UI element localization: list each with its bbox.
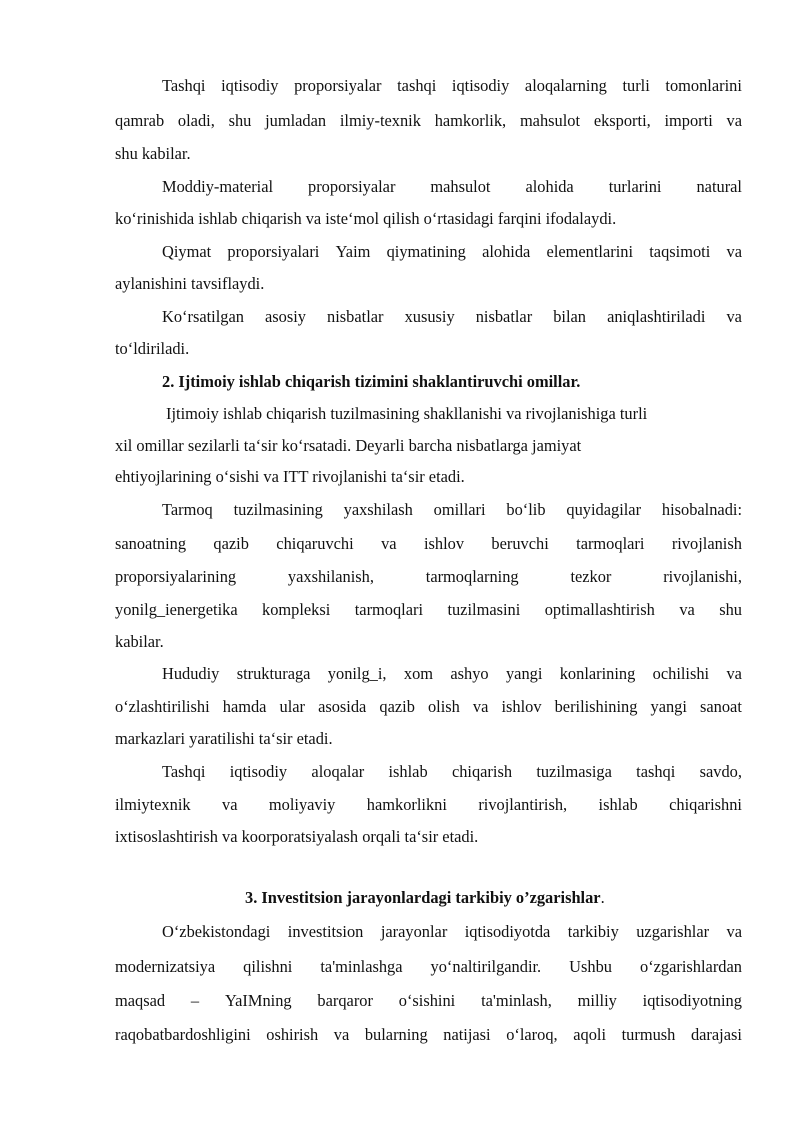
word: darajasi [690, 1025, 742, 1044]
word: Qiymat [162, 242, 212, 261]
word: va [679, 600, 695, 619]
text-line [115, 795, 742, 815]
word: va [726, 664, 742, 683]
word: rivojlantirish, [478, 795, 568, 814]
word: ishlab [388, 762, 428, 781]
word: – [190, 991, 200, 1010]
word: natural [696, 177, 742, 196]
text-line: ko‘rinishida ishlab chiqarish va iste‘mol qilish o‘rtasidagi farqini ifodalaydi. [115, 209, 617, 228]
word: bo‘lib [506, 500, 546, 519]
word: alohida [482, 242, 531, 261]
word: hisobalnadi: [661, 500, 742, 519]
word: asosiy [265, 307, 306, 326]
word: qiymatining [386, 242, 466, 261]
word: moliyaviy [268, 795, 336, 814]
text-line [162, 500, 742, 520]
word: nisbatlar [327, 307, 384, 326]
word: yangi [650, 697, 687, 716]
word: importi [664, 111, 713, 130]
word: yaxshilanish, [287, 567, 374, 586]
text-line: Ijtimoiy ishlab chiqarish tuzilmasining shakllanishi va rivojlanishiga turli [166, 404, 648, 423]
word: tashqi [397, 76, 437, 95]
word: aqoli [573, 1025, 607, 1044]
text-line [115, 534, 742, 554]
word: strukturaga [236, 664, 311, 683]
word: jarayonlar [380, 922, 448, 941]
section-heading: 2. Ijtimoiy ishlab chiqarish tizimini shaklantiruvchi omillar. [162, 372, 581, 391]
word: rivojlanish [671, 534, 742, 553]
word: sanoat [700, 697, 742, 716]
text-line: kabilar. [115, 632, 164, 651]
word: o‘zlashtirilishi [115, 697, 210, 716]
word: yo‘naltirilgandir. [430, 957, 542, 976]
word: ashyo [450, 664, 489, 683]
word: tarmoqlarning [425, 567, 519, 586]
text-line [162, 76, 742, 96]
word: oshirish [266, 1025, 319, 1044]
word: tomonlarini [665, 76, 742, 95]
word: proporsiyalari [227, 242, 320, 261]
word: turlarini [608, 177, 662, 196]
word: elementlarini [546, 242, 634, 261]
word: chiqarishni [669, 795, 742, 814]
word: iqtisodiy [229, 762, 288, 781]
word: Hududiy [162, 664, 220, 683]
word: ishlov [501, 697, 542, 716]
word: eksporti, [593, 111, 651, 130]
text-line [162, 762, 742, 782]
word: va [333, 1025, 350, 1044]
word: bilan [553, 307, 587, 326]
word: nisbatlar [475, 307, 533, 326]
word: hamkorlikni [366, 795, 447, 814]
word: yonilg_i, [327, 664, 387, 683]
text-line [162, 922, 742, 942]
word: iqtisodiy [221, 76, 279, 95]
word: qilishni [243, 957, 293, 976]
text-line [162, 177, 742, 197]
word: va [726, 307, 742, 326]
word: barqaror [317, 991, 373, 1010]
text-line: shu kabilar. [115, 144, 191, 163]
word: omillari [433, 500, 486, 519]
word: tashqi [636, 762, 676, 781]
text-line [115, 957, 742, 977]
word: turli [622, 76, 650, 95]
text-line [162, 664, 742, 684]
word: oladi, [177, 111, 215, 130]
word: o‘sishini [398, 991, 456, 1010]
text-line: markazlari yaratilishi ta‘sir etadi. [115, 729, 333, 748]
word: uzgarishlar [636, 922, 710, 941]
word: chiqarish [451, 762, 513, 781]
text-line: ehtiyojlarining o‘sishi va ITT rivojlanishi ta‘sir etadi. [115, 467, 465, 486]
word: hamkorlik, [434, 111, 507, 130]
text-line [162, 307, 742, 327]
word: ochilishi [652, 664, 710, 683]
word: iqtisodiyotda [464, 922, 551, 941]
word: shu [719, 600, 742, 619]
word: aniqlashtiriladi [607, 307, 706, 326]
word: va [472, 697, 489, 716]
word: tarmoqlari [354, 600, 424, 619]
word: savdo, [699, 762, 742, 781]
word: modernizatsiya [115, 957, 216, 976]
word: ishlab [598, 795, 638, 814]
text-line [115, 600, 742, 620]
word: tezkor [570, 567, 612, 586]
word: xom [403, 664, 434, 683]
word: mahsulot [519, 111, 581, 130]
word: taqsimoti [649, 242, 711, 261]
word: tarmoqlari [576, 534, 645, 553]
word: o‘zgarishlardan [640, 957, 742, 976]
word: qamrab [115, 111, 165, 130]
word: turmush [621, 1025, 676, 1044]
word: ta'minlash, [481, 991, 552, 1010]
word: natijasi [443, 1025, 491, 1044]
word: qazib [379, 697, 415, 716]
word: va [381, 534, 397, 553]
section-heading [245, 888, 605, 908]
word: shu [228, 111, 252, 130]
word: rivojlanishi, [663, 567, 742, 586]
text-line: aylanishini tavsiflaydi. [115, 274, 265, 293]
text-line [115, 697, 742, 717]
word: xususiy [404, 307, 455, 326]
word: O‘zbekistondagi [162, 922, 271, 941]
word: aloqalarning [524, 76, 607, 95]
word: mahsulot [430, 177, 491, 196]
word: aloqalar [311, 762, 365, 781]
word: tuzilmasining [233, 500, 323, 519]
word: Tarmoq [162, 500, 213, 519]
text-line: ixtisoslashtirish va koorporatsiyalash orqali ta‘sir etadi. [115, 827, 479, 846]
word: yangi [505, 664, 543, 683]
word: tuzilmasiga [536, 762, 612, 781]
word: hamda [222, 697, 267, 716]
word: Ushbu [569, 957, 612, 976]
word: tuzilmasini [447, 600, 521, 619]
word: ilmiy-texnik [339, 111, 421, 130]
word: Yaim [335, 242, 371, 261]
word: qazib [213, 534, 249, 553]
word: va [726, 922, 742, 941]
word: maqsad [115, 991, 166, 1010]
word: optimallashtirish [544, 600, 655, 619]
word: jumladan [265, 111, 327, 130]
word: Tashqi [162, 762, 206, 781]
word: iqtisodiyotning [642, 991, 742, 1010]
word: va [726, 242, 742, 261]
word: va [222, 795, 238, 814]
word: ishlov [423, 534, 465, 553]
text-line: to‘ldiriladi. [115, 339, 190, 358]
text-line [115, 1025, 742, 1045]
text-line: xil omillar sezilarli ta‘sir ko‘rsatadi. Deyarli barcha nisbatlarga jamiyat [115, 436, 582, 455]
text-line [115, 567, 742, 587]
word: tarkibiy [567, 922, 619, 941]
text-line [115, 991, 742, 1011]
word: proporsiyalarining [115, 567, 237, 586]
text-line [162, 242, 742, 262]
word: raqobatbardoshligini [115, 1025, 251, 1044]
word: Moddiy-material [162, 177, 274, 196]
word: va [726, 111, 742, 130]
word: quyidagilar [566, 500, 642, 519]
word: yonilg_ienergetika [115, 600, 238, 619]
word: chiqaruvchi [276, 534, 354, 553]
word: investitsion [287, 922, 364, 941]
word: proporsiyalar [294, 76, 382, 95]
section-heading-text: 3. Investitsion jarayonlardagi tarkibiy o’zgarishlar [245, 888, 601, 907]
word: alohida [525, 177, 574, 196]
word: ta'minlashga [320, 957, 403, 976]
word: ular [279, 697, 305, 716]
word: asosida [318, 697, 367, 716]
word: bularning [364, 1025, 428, 1044]
word: kompleksi [262, 600, 331, 619]
word: iqtisodiy [451, 76, 510, 95]
word: yaxshilash [343, 500, 413, 519]
word: konlarining [559, 664, 636, 683]
word: o‘laroq, [506, 1025, 558, 1044]
word: proporsiyalar [308, 177, 396, 196]
word: ilmiytexnik [115, 795, 191, 814]
word: Tashqi [162, 76, 206, 95]
word: olish [427, 697, 460, 716]
text-line [115, 111, 742, 131]
word: Ko‘rsatilgan [162, 307, 244, 326]
section-heading-period: . [600, 888, 605, 907]
word: beruvchi [491, 534, 549, 553]
word: sanoatning [115, 534, 187, 553]
word: berilishining [554, 697, 638, 716]
word: milliy [577, 991, 617, 1010]
word: YaIMning [224, 991, 292, 1010]
